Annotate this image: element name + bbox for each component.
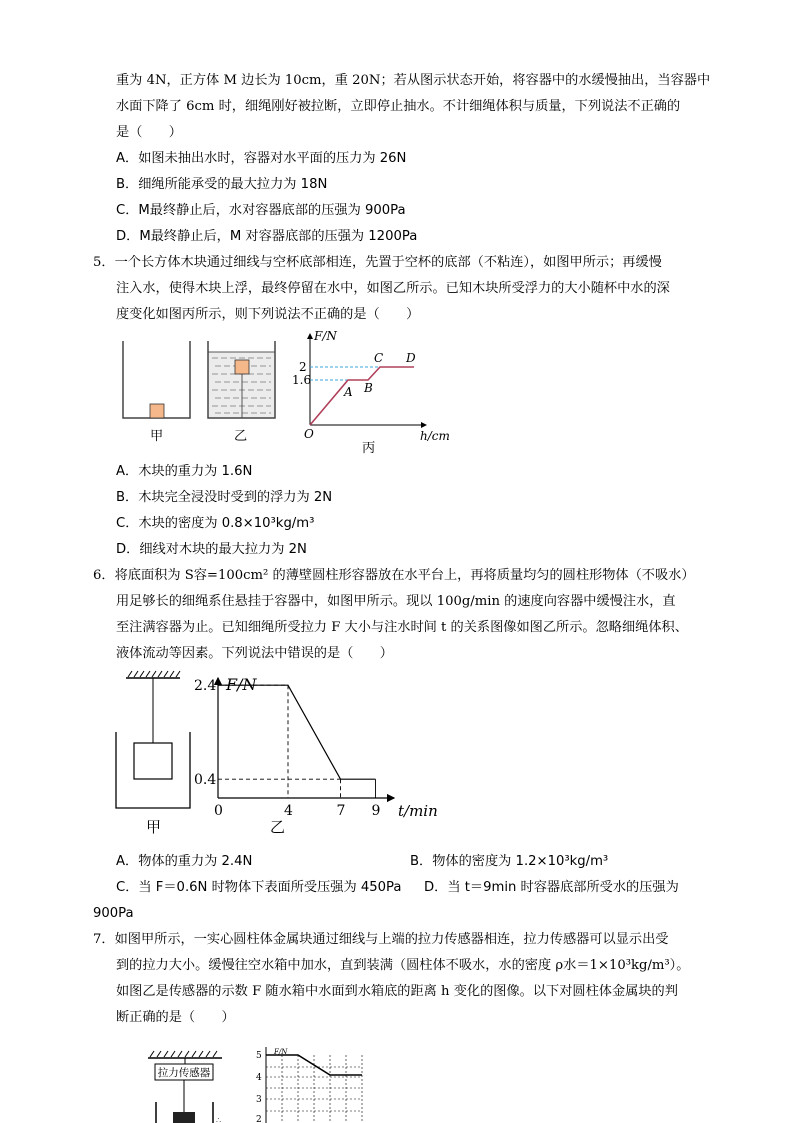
guide-lines [218, 685, 376, 798]
q5-option-a: A．木块的重力为 1.6N [116, 464, 253, 479]
q6-line-3: 至注满容器为止。已知细绳所受拉力 F 大小与注水时间 t 的关系图像如图乙所示。忽略细绳体积、 [116, 620, 688, 635]
point-c: C [374, 351, 384, 365]
q6-option-d: D．当 t＝9min 时容器底部所受水的压强为 [424, 880, 679, 895]
wood-block [235, 360, 249, 374]
x-tick-label: 0 [214, 803, 223, 819]
q5-graph-bing [292, 329, 456, 443]
q7-line-1: 7．如图甲所示，一实心圆柱体金属块通过细线与上端的拉力传感器相连，拉力传感器可以显示出受 [93, 932, 669, 947]
chart-xlabel: t/min [398, 802, 438, 820]
q6-line-2: 用足够长的细绳系住悬挂于容器中，如图甲所示。现以 100g/min 的速度向容器中缓慢注水，直 [116, 594, 676, 609]
q4-option-c: C．M最终静止后，水对容器底部的压强为 900Pa [116, 203, 406, 218]
force-line [218, 685, 376, 779]
q4-line-2: 水面下降了 6cm 时，细绳刚好被拉断，立即停止抽水。不计细绳体积与质量，下列说法不正确的 [116, 99, 681, 114]
q6-line-4: 液体流动等因素。下列说法中错误的是（ ） [116, 646, 393, 661]
q6-label-jia: 甲 [146, 818, 162, 836]
wood-block [150, 404, 164, 418]
q5-figure-yi [207, 340, 277, 420]
q6-option-c: C．当 F＝0.6N 时物体下表面所受压强为 450Pa [116, 880, 402, 895]
graph-xlabel: h/cm [420, 429, 450, 443]
q5-line-2: 注入水，使得木块上浮，最终停留在水中，如图乙所示。已知木块所受浮力的大小随杯中水的深 [116, 281, 670, 296]
q4-option-a: A．如图未抽出水时，容器对水平面的压力为 26N [116, 151, 407, 166]
point-d: D [406, 351, 416, 365]
q7-ytick-3: 3 [256, 1095, 262, 1105]
ytick-2: 2 [299, 360, 307, 374]
ceiling-hatch [128, 671, 180, 677]
q5-option-d: D．细线对木块的最大拉力为 2N [116, 542, 307, 557]
q5-line-3: 度变化如图丙所示，则下列说法不正确的是（ ） [116, 307, 420, 322]
q7-line-3: 如图乙是传感器的示数 F 随水箱中水面到水箱底的距离 h 变化的图像。以下对圆柱体金属块的判 [116, 984, 678, 999]
x-tick-label: 9 [371, 803, 381, 819]
q7-ytick-5: 5 [256, 1051, 262, 1061]
q5-label-jia: 甲 [150, 429, 164, 444]
ceiling-hatch [150, 1051, 217, 1057]
q7-line-4: 断正确的是（ ） [116, 1010, 235, 1025]
q4-option-d: D．M最终静止后，M 对容器底部的压强为 1200Pa [116, 229, 418, 244]
q6-option-a: A．物体的重力为 2.4N [116, 854, 253, 869]
q6-label-yi: 乙 [270, 818, 286, 836]
q7-graph-yi [252, 1045, 372, 1123]
q5-option-b: B．木块完全浸没时受到的浮力为 2N [116, 490, 333, 505]
q7-graph-ylabel: F/N [274, 1048, 288, 1056]
sensor-label: 拉力传感器 [157, 1067, 211, 1079]
svg-text:∴: ∴ [216, 1116, 222, 1123]
graph-origin: O [304, 427, 314, 441]
q6-figure-jia [112, 670, 197, 812]
x-tick-label: 4 [284, 803, 293, 819]
q7-line-2: 到的拉力大小。缓慢往空水箱中加水，直到装满（圆柱体不吸水，水的密度 ρ水＝1×10³kg/m³）。 [116, 958, 690, 973]
q7-figure-jia [140, 1050, 240, 1123]
q5-label-yi: 乙 [234, 429, 248, 444]
q5-figure-jia [122, 340, 192, 420]
q6-option-d-cont: 900Pa [93, 906, 134, 921]
q4-option-b: B．细绳所能承受的最大拉力为 18N [116, 177, 328, 192]
ytick-1-6: 1.6 [292, 373, 312, 387]
y-tick-label: 0.4 [194, 772, 217, 789]
metal-cylinder [173, 1112, 195, 1123]
q6-option-b: B．物体的密度为 1.2×10³kg/m³ [410, 854, 609, 869]
q6-line-1: 6．将底面积为 S容=100cm² 的薄壁圆柱形容器放在水平台上，再将质量均匀的圆柱形物体（不吸水） [93, 568, 695, 583]
point-a: A [344, 385, 353, 399]
y-tick-label: 2.4 [194, 678, 217, 695]
cylinder-object [134, 743, 172, 779]
q5-option-c: C．木块的密度为 0.8×10³kg/m³ [116, 516, 315, 531]
q7-ytick-4: 4 [256, 1073, 262, 1083]
q4-line-1: 重为 4N，正方体 M 边长为 10cm，重 20N；若从图示状态开始，将容器中的水缓慢抽出，当容器中 [116, 73, 711, 88]
q7-ytick-2: 2 [256, 1115, 262, 1123]
graph-ylabel: F/N [314, 329, 337, 343]
buoyancy-curve [310, 367, 414, 425]
q5-label-bing: 丙 [362, 441, 376, 456]
q6-chart [196, 670, 446, 825]
q4-line-3: 是（ ） [116, 125, 182, 140]
q5-line-1: 5．一个长方体木块通过细线与空杯底部相连，先置于空杯的底部（不粘连），如图甲所示；再缓慢 [93, 255, 662, 270]
x-tick-label: 7 [336, 803, 346, 819]
chart-ylabel: F/N [226, 675, 257, 694]
point-b: B [364, 381, 373, 395]
